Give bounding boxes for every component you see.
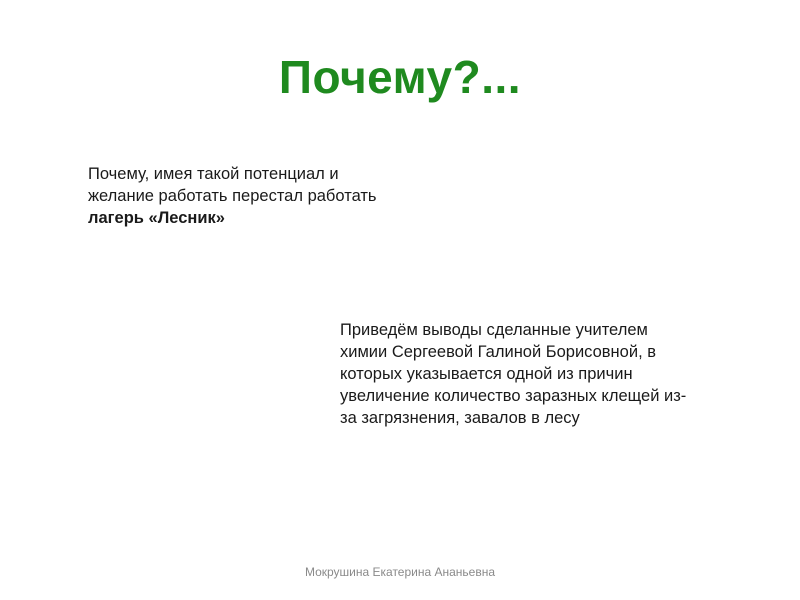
question-text	[88, 163, 458, 229]
slide-title: Почему?...	[278, 51, 522, 103]
question-line-3: лагерь «Лесник»	[88, 209, 225, 227]
conclusion-line-4: увеличение количество заразных клещей из-	[340, 387, 687, 405]
conclusion-line-2: химии Сергеевой Галиной Борисовной, в	[340, 343, 656, 361]
author-footer: Мокрушина Екатерина Ананьевна	[304, 565, 496, 579]
conclusion-text	[340, 319, 770, 429]
conclusion-line-5: за загрязнения, завалов в лесу	[340, 409, 580, 427]
conclusion-line-1: Приведём выводы сделанные учителем	[340, 321, 648, 339]
question-line-2: желание работать перестал работать	[88, 187, 377, 205]
conclusion-line-3: которых указывается одной из причин	[340, 365, 633, 383]
question-line-1: Почему, имея такой потенциал и	[88, 165, 339, 183]
